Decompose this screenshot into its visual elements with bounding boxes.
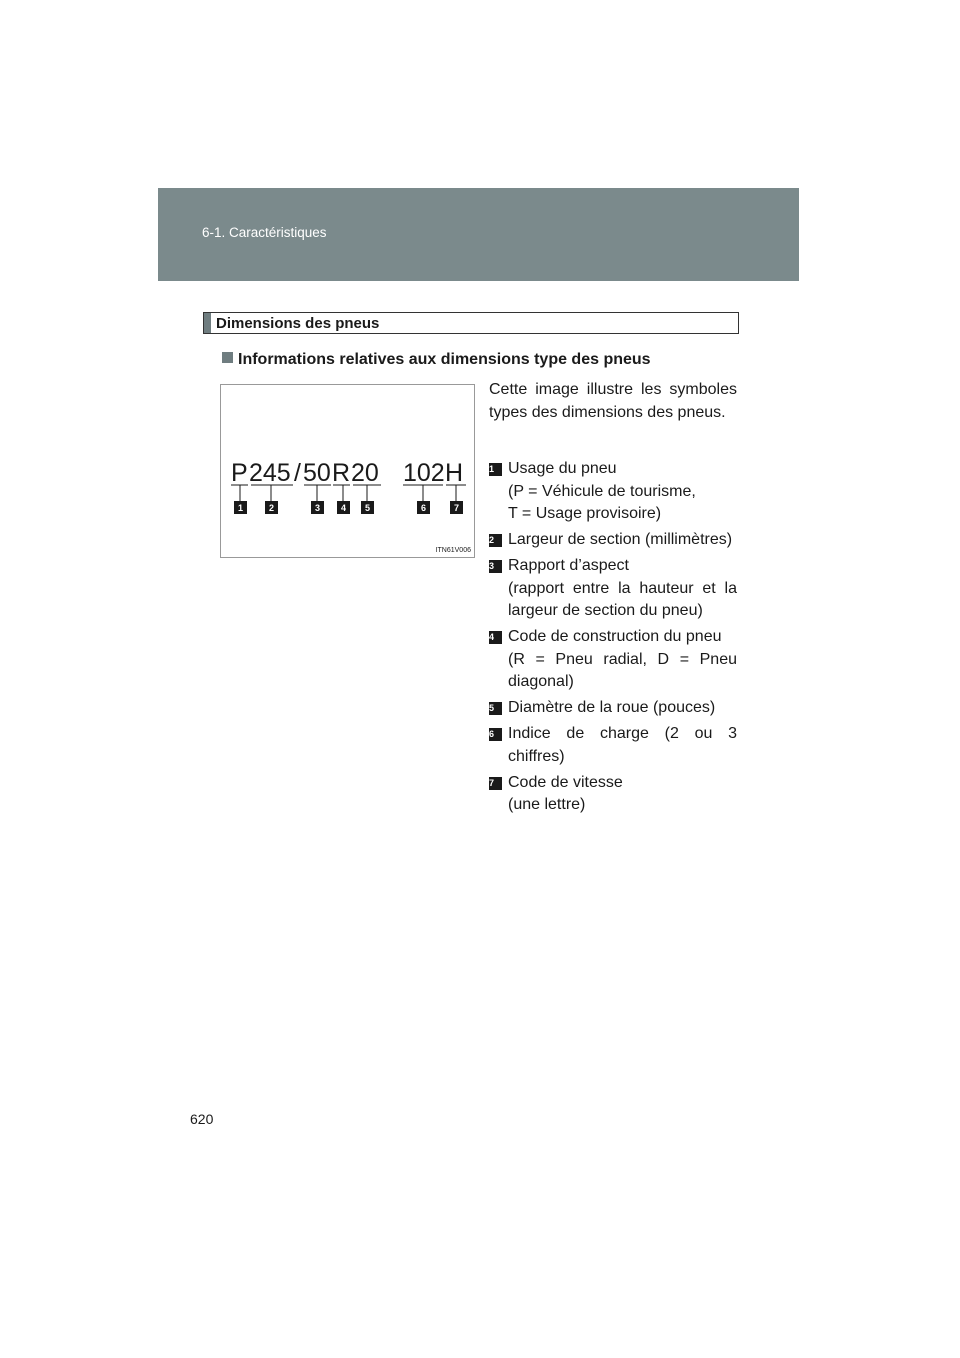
legend-item-2 bbox=[489, 529, 737, 552]
callout-1: 1 bbox=[237, 503, 244, 513]
callout-6: 6 bbox=[420, 503, 427, 513]
legend-item-3 bbox=[489, 555, 737, 623]
header-section-label: 6-1. Caractéristiques bbox=[202, 225, 327, 240]
header-band bbox=[158, 188, 799, 281]
subheading bbox=[222, 351, 651, 369]
legend-item-5 bbox=[489, 697, 737, 720]
legend-text-7: Code de vitesse (une lettre) bbox=[508, 773, 623, 813]
callout-2: 2 bbox=[268, 503, 275, 513]
callout-5: 5 bbox=[364, 503, 371, 513]
tire-size-diagram bbox=[221, 385, 476, 559]
figure-id: ITN61V006 bbox=[435, 547, 471, 554]
legend-text-2: Largeur de section (millimètres) bbox=[508, 531, 733, 548]
legend-text-1: Usage du pneu (P = Véhicule de tourisme, T = Usage provisoire) bbox=[508, 460, 696, 522]
callout-3: 3 bbox=[314, 503, 321, 513]
intro-paragraph: Cette image illustre les symboles types des dimensions des pneus. bbox=[489, 381, 737, 421]
page-number: 620 bbox=[190, 1111, 214, 1127]
callout-4: 4 bbox=[340, 503, 347, 513]
callout-7: 7 bbox=[453, 503, 460, 513]
legend-item-7 bbox=[489, 772, 737, 817]
code-part-construction: R bbox=[332, 459, 351, 487]
tire-size-figure bbox=[220, 384, 475, 558]
legend-text-3: Rapport d’aspect (rapport entre la hauteur et la largeur de section du pneu) bbox=[508, 557, 737, 619]
subheading-text: Informations relatives aux dimensions type des pneus bbox=[238, 351, 651, 368]
number-badge-5: 5 bbox=[489, 702, 502, 715]
code-part-usage: P bbox=[231, 459, 248, 487]
code-part-aspect: 50 bbox=[303, 459, 331, 487]
legend-text-6: Indice de charge (2 ou 3 chiffres) bbox=[508, 725, 737, 765]
legend-item-4 bbox=[489, 626, 737, 694]
legend-item-1 bbox=[489, 458, 737, 526]
number-badge-7: 7 bbox=[489, 777, 502, 790]
number-badge-6: 6 bbox=[489, 728, 502, 741]
number-badge-4: 4 bbox=[489, 631, 502, 644]
code-part-diameter: 20 bbox=[351, 459, 379, 487]
section-title: Dimensions des pneus bbox=[216, 315, 380, 332]
number-badge-3: 3 bbox=[489, 560, 502, 573]
code-part-slash: / bbox=[294, 459, 301, 487]
section-title-box bbox=[203, 312, 739, 334]
section-title-bar bbox=[204, 313, 211, 333]
legend-item-6 bbox=[489, 723, 737, 768]
number-badge-1: 1 bbox=[489, 463, 502, 476]
legend-text-5: Diamètre de la roue (pouces) bbox=[508, 699, 716, 716]
legend-list bbox=[489, 458, 737, 820]
code-part-speed: H bbox=[445, 459, 464, 487]
legend-text-4: Code de construction du pneu (R = Pneu radial, D = Pneu diagonal) bbox=[508, 628, 737, 690]
code-part-width: 245 bbox=[249, 459, 291, 487]
square-bullet-icon bbox=[222, 352, 233, 363]
number-badge-2: 2 bbox=[489, 534, 502, 547]
code-part-load-index: 102 bbox=[403, 459, 445, 487]
